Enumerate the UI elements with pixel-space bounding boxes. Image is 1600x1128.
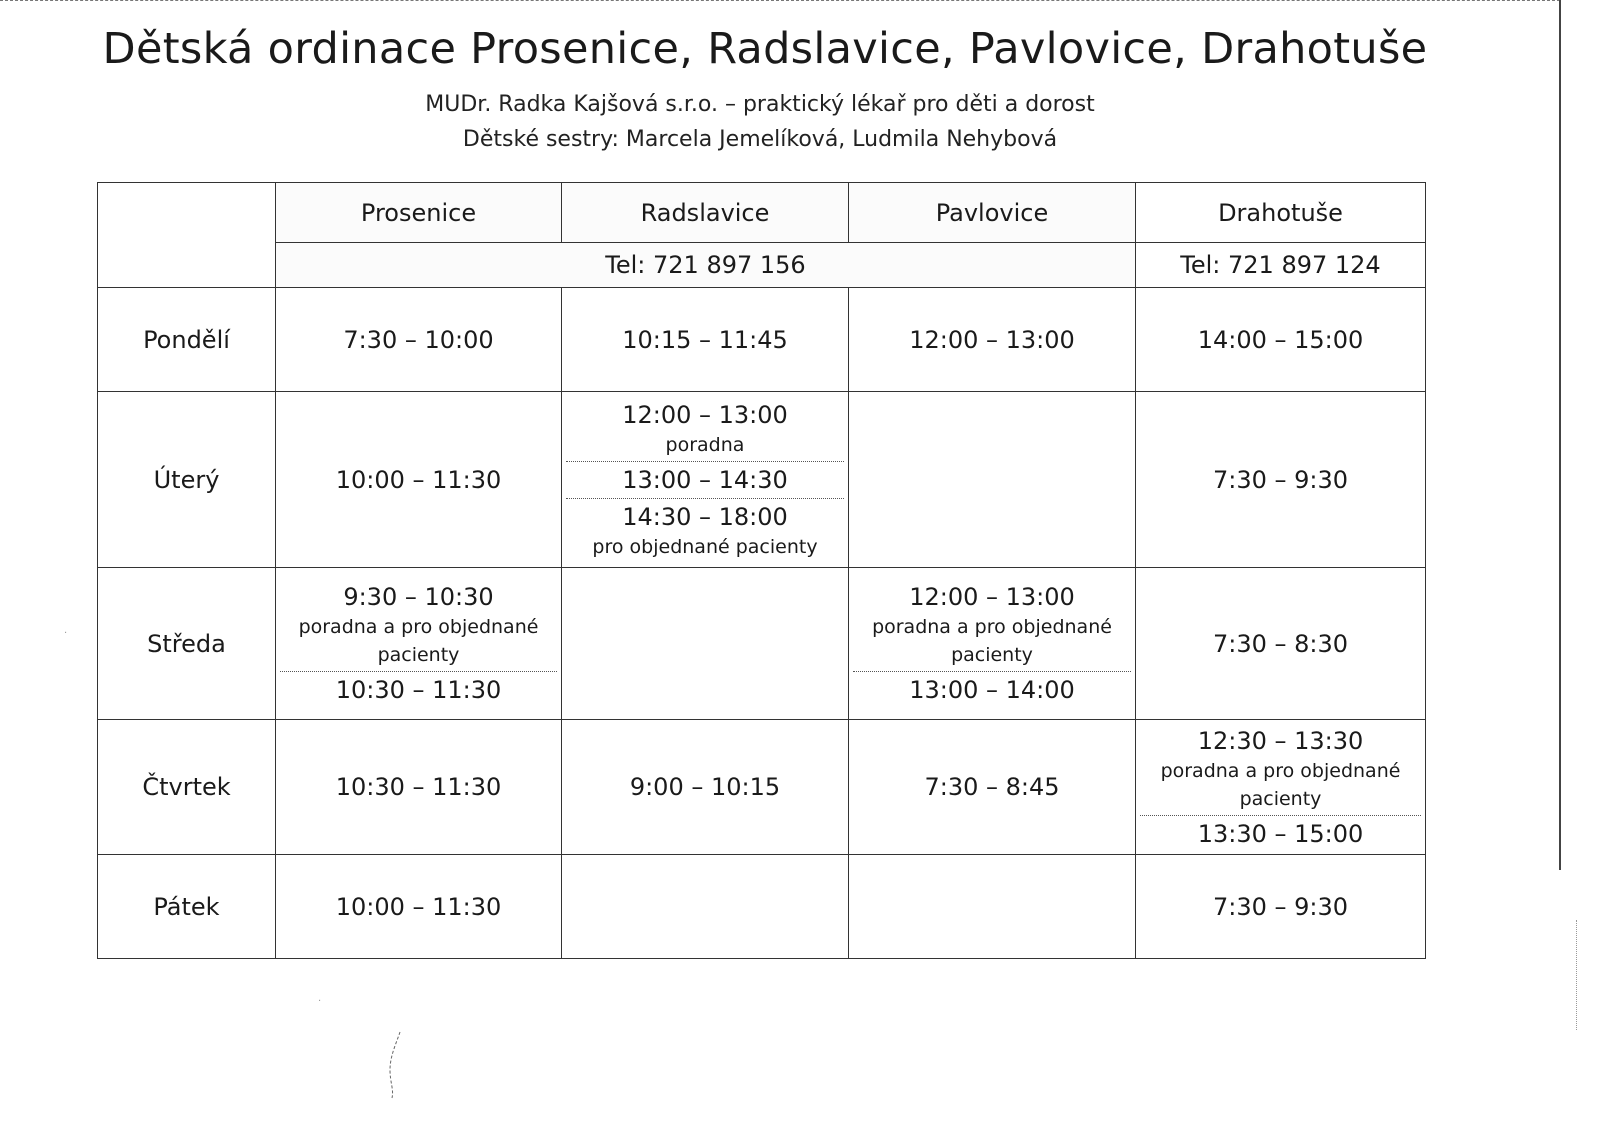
office-hours-table [97,182,1426,959]
table-row [98,392,1426,568]
hours-stack [1136,723,1425,852]
hours-cell-empty [562,855,849,959]
hours-cell [1136,720,1426,855]
phone-shared: Tel: 721 897 156 [276,243,1136,288]
segment-time: 12:00 – 13:00 [909,583,1075,611]
scan-speck: · [64,628,68,639]
segment-time: 12:30 – 13:30 [1197,726,1364,755]
hours-segment [849,579,1135,671]
segment-note: pro objednané pacienty [592,535,818,558]
segment-time: 9:30 – 10:30 [343,583,494,611]
day-label: Úterý [98,392,276,568]
scan-right-edge-lower [1576,920,1577,1030]
phone-row [98,243,1426,288]
segment-time: 10:30 – 11:30 [335,676,502,704]
scan-top-edge [0,0,1560,3]
day-label: Pátek [98,855,276,959]
hours-segment [280,671,557,708]
hours-cell: 7:30 – 8:45 [849,720,1136,855]
nurses-line: Dětské sestry: Marcela Jemelíková, Ludmila Nehybová [462,127,1058,152]
phone-drahotuse: Tel: 721 897 124 [1136,243,1426,288]
hours-segment [853,671,1131,708]
hours-stack [276,579,561,708]
scan-right-edge [1559,0,1561,870]
day-label: Pondělí [98,288,276,392]
hours-cell: 7:30 – 10:00 [276,288,562,392]
hours-cell: 7:30 – 9:30 [1136,855,1426,959]
segment-time: 13:00 – 14:30 [622,465,788,494]
hours-segment [276,579,561,671]
hours-cell: 9:00 – 10:15 [562,720,849,855]
segment-note: poradna a pro objednané pacienty [872,616,1112,666]
header-row [98,183,1426,243]
doctor-line: MUDr. Radka Kajšová s.r.o. – praktický lékař pro děti a dorost [425,92,1095,117]
table-row [98,288,1426,392]
col-header-drahotuse: Drahotuše [1136,183,1426,243]
hours-cell: 12:00 – 13:00 [849,288,1136,392]
hours-segment [1140,815,1421,852]
day-label: Čtvrtek [98,720,276,855]
col-header-pavlovice: Pavlovice [849,183,1136,243]
page-title: Dětská ordinace Prosenice, Radslavice, Pavlovice, Drahotuše [102,24,1428,74]
table-row [98,568,1426,720]
hours-cell-empty [849,855,1136,959]
stray-pen-mark [386,1030,404,1100]
hours-cell: 10:30 – 11:30 [276,720,562,855]
hours-stack [849,579,1135,708]
col-header-prosenice: Prosenice [276,183,562,243]
hours-cell: 10:00 – 11:30 [276,392,562,568]
hours-segment [562,397,848,461]
segment-note: poradna a pro objednané pacienty [298,616,539,666]
segment-note: poradna [665,433,745,456]
day-label: Středa [98,568,276,720]
hours-cell [276,568,562,720]
hours-stack [562,397,848,563]
hours-cell: 10:00 – 11:30 [276,855,562,959]
segment-note: poradna a pro objednané pacienty [1160,759,1401,810]
segment-time: 12:00 – 13:00 [622,400,788,429]
hours-cell-empty [849,392,1136,568]
hours-cell [849,568,1136,720]
hours-cell [562,392,849,568]
hours-segment [1136,723,1425,815]
hours-cell: 10:15 – 11:45 [562,288,849,392]
corner-cell [98,183,276,288]
hours-cell: 14:00 – 15:00 [1136,288,1426,392]
segment-time: 13:30 – 15:00 [1197,819,1364,848]
table-row [98,720,1426,855]
hours-segment [566,461,844,498]
scan-speck: · [318,996,322,1007]
col-header-radslavice: Radslavice [562,183,849,243]
table-row [98,855,1426,959]
segment-time: 13:00 – 14:00 [909,676,1075,704]
hours-cell: 7:30 – 9:30 [1136,392,1426,568]
hours-segment [566,498,844,563]
hours-cell-empty [562,568,849,720]
hours-cell: 7:30 – 8:30 [1136,568,1426,720]
segment-time: 14:30 – 18:00 [622,502,788,531]
